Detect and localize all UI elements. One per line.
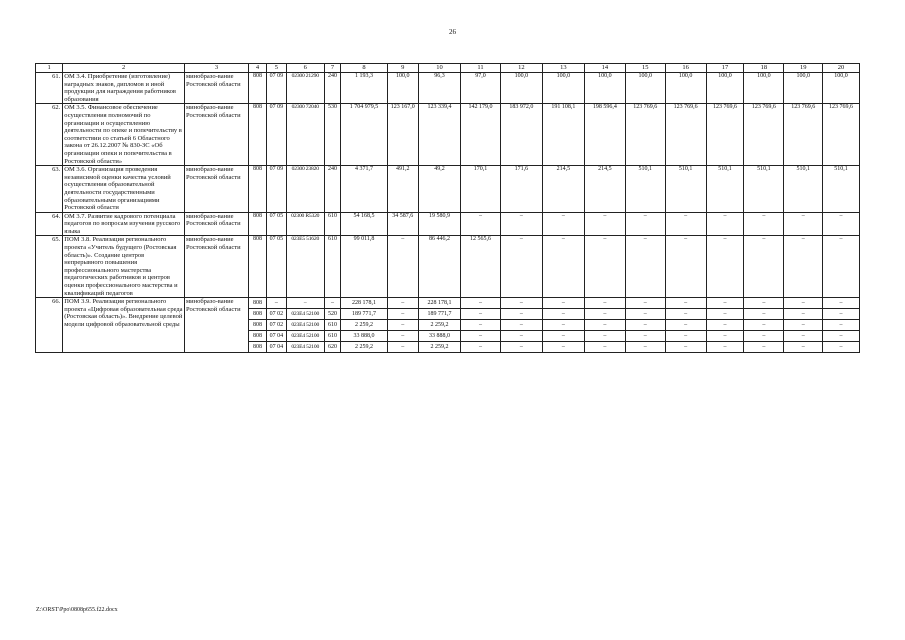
table-cell: 620: [324, 342, 341, 353]
table-cell: –: [784, 320, 823, 331]
table-cell: 99 011,8: [341, 236, 387, 298]
table-cell: 100,0: [706, 73, 744, 104]
column-header: 20: [823, 64, 860, 73]
table-cell: 171,6: [500, 166, 542, 213]
table-cell: 142 179,0: [461, 104, 501, 166]
table-cell: 510,1: [665, 166, 706, 213]
table-cell: 023E4 52100: [286, 320, 324, 331]
table-cell: 228 178,1: [341, 298, 387, 309]
table-cell: 1 193,3: [341, 73, 387, 104]
table-cell: 123 769,6: [625, 104, 665, 166]
table-cell: 240: [324, 73, 341, 104]
table-cell: –: [625, 309, 665, 320]
table-cell: 510,1: [625, 166, 665, 213]
executor-name: минобразо-вание Ростовской области: [185, 212, 249, 236]
table-cell: –: [744, 320, 784, 331]
table-cell: 33 888,0: [341, 331, 387, 342]
table-cell: 808: [249, 320, 267, 331]
table-cell: 100,0: [784, 73, 823, 104]
table-cell: –: [387, 331, 418, 342]
table-cell: 07 02: [266, 320, 286, 331]
table-cell: 02300 21290: [286, 73, 324, 104]
table-cell: –: [500, 331, 542, 342]
table-cell: 2 259,2: [341, 320, 387, 331]
column-header: 3: [185, 64, 249, 73]
table-cell: 02300 72040: [286, 104, 324, 166]
table-cell: 54 168,5: [341, 212, 387, 236]
table-cell: 183 972,0: [500, 104, 542, 166]
column-header: 5: [266, 64, 286, 73]
row-number: 65.: [36, 236, 63, 298]
table-cell: –: [542, 236, 584, 298]
table-cell: –: [286, 298, 324, 309]
table-cell: 808: [249, 331, 267, 342]
table-cell: –: [744, 331, 784, 342]
row-number: 66.: [36, 298, 63, 353]
table-cell: 100,0: [500, 73, 542, 104]
measure-name: ОМ 3.5. Финансовое обеспечение осуществления полномочий по организации и осуществлению деятельности по опеке и попечительству в соответствии со статьей 6 Областного закона от 26.12.2007 № 830-ЗС «Об организации опеки и попечительства в Ростовской области»: [63, 104, 185, 166]
table-cell: 214,5: [584, 166, 625, 213]
table-cell: 510,1: [823, 166, 860, 213]
table-cell: –: [584, 298, 625, 309]
table-cell: 510,1: [784, 166, 823, 213]
table-cell: –: [625, 298, 665, 309]
table-cell: –: [542, 298, 584, 309]
table-cell: –: [584, 236, 625, 298]
table-cell: 100,0: [387, 73, 418, 104]
table-cell: –: [784, 331, 823, 342]
table-cell: 189 771,7: [341, 309, 387, 320]
table-cell: –: [665, 298, 706, 309]
column-header: 10: [419, 64, 461, 73]
table-cell: –: [744, 236, 784, 298]
table-cell: 34 587,6: [387, 212, 418, 236]
header-row: [36, 64, 860, 73]
executor-name: минобразо-вание Ростовской области: [185, 73, 249, 104]
table-cell: 214,5: [542, 166, 584, 213]
table-cell: 123 769,6: [665, 104, 706, 166]
column-header: 1: [36, 64, 63, 73]
table-cell: –: [744, 309, 784, 320]
table-cell: –: [784, 309, 823, 320]
table-cell: 1 704 979,5: [341, 104, 387, 166]
table-cell: –: [461, 331, 501, 342]
table-cell: 240: [324, 166, 341, 213]
table-cell: 123 769,6: [823, 104, 860, 166]
table-cell: 07 05: [266, 212, 286, 236]
table-cell: –: [625, 320, 665, 331]
table-cell: –: [784, 298, 823, 309]
table-cell: –: [542, 342, 584, 353]
file-path-footer: Z:\ORST\Ppo\0808p655.f22.docx: [36, 607, 118, 613]
table-cell: 610: [324, 212, 341, 236]
table-cell: 610: [324, 236, 341, 298]
table-cell: 510,1: [744, 166, 784, 213]
table-cell: –: [706, 212, 744, 236]
table-cell: 023E4 52100: [286, 342, 324, 353]
table-cell: –: [706, 298, 744, 309]
table-cell: –: [823, 342, 860, 353]
table-cell: 198 596,4: [584, 104, 625, 166]
table-cell: 12 565,6: [461, 236, 501, 298]
column-header: 18: [744, 64, 784, 73]
table-cell: 491,2: [387, 166, 418, 213]
table-cell: 49,2: [419, 166, 461, 213]
column-header: 13: [542, 64, 584, 73]
table-cell: –: [706, 320, 744, 331]
measure-name: ОМ 3.6. Организация проведения независимой оценки качества условий осуществления образовательной деятельности государственными образовательными организациями Ростовской области: [63, 166, 185, 213]
table-cell: –: [744, 298, 784, 309]
row-number: 61.: [36, 73, 63, 104]
executor-name: минобразо-вание Ростовской области: [185, 104, 249, 166]
table-cell: –: [500, 309, 542, 320]
table-cell: –: [584, 342, 625, 353]
column-header: 8: [341, 64, 387, 73]
table-cell: –: [784, 236, 823, 298]
page-number: 26: [449, 28, 456, 36]
table-cell: 100,0: [584, 73, 625, 104]
table-cell: –: [387, 236, 418, 298]
table-row: [36, 166, 860, 213]
column-header: 4: [249, 64, 267, 73]
table-cell: –: [542, 309, 584, 320]
table-cell: 520: [324, 309, 341, 320]
table-cell: –: [387, 309, 418, 320]
table-cell: –: [542, 212, 584, 236]
table-cell: –: [665, 212, 706, 236]
column-header: 6: [286, 64, 324, 73]
table-cell: 86 446,2: [419, 236, 461, 298]
row-number: 63.: [36, 166, 63, 213]
table-cell: 170,1: [461, 166, 501, 213]
table-row: [36, 298, 860, 309]
table-row: [36, 212, 860, 236]
table-cell: –: [387, 298, 418, 309]
table-cell: –: [625, 236, 665, 298]
table-cell: –: [387, 342, 418, 353]
table-cell: 228 178,1: [419, 298, 461, 309]
table-cell: 02300 R5320: [286, 212, 324, 236]
table-cell: –: [706, 342, 744, 353]
table-cell: –: [461, 320, 501, 331]
table-row: [36, 73, 860, 104]
table-cell: 808: [249, 166, 267, 213]
table-cell: –: [665, 320, 706, 331]
table-cell: 2 259,2: [419, 342, 461, 353]
column-header: 19: [784, 64, 823, 73]
table-cell: –: [625, 212, 665, 236]
row-number: 62.: [36, 104, 63, 166]
table-cell: 808: [249, 342, 267, 353]
table-cell: 023E4 52100: [286, 331, 324, 342]
table-cell: –: [500, 342, 542, 353]
table-cell: 023E5 51620: [286, 236, 324, 298]
table-cell: 610: [324, 320, 341, 331]
table-cell: 07 09: [266, 166, 286, 213]
table-cell: 100,0: [823, 73, 860, 104]
table-cell: –: [542, 320, 584, 331]
column-header: 2: [63, 64, 185, 73]
table-cell: –: [784, 342, 823, 353]
table-cell: 2 259,2: [419, 320, 461, 331]
table-cell: –: [744, 212, 784, 236]
table-cell: –: [266, 298, 286, 309]
table-cell: –: [823, 320, 860, 331]
table-cell: 100,0: [625, 73, 665, 104]
executor-name: минобразо-вание Ростовской области: [185, 236, 249, 298]
table-cell: 02300 23820: [286, 166, 324, 213]
table-cell: 33 888,0: [419, 331, 461, 342]
measure-name: ОМ 3.4. Приобретение (изготовление) наградных знаков, дипломов и иной продукции для награждения работников образования: [63, 73, 185, 104]
table-cell: –: [706, 309, 744, 320]
table-cell: –: [706, 331, 744, 342]
table-row: [36, 236, 860, 298]
table-cell: –: [461, 342, 501, 353]
table-cell: –: [584, 309, 625, 320]
table-cell: –: [823, 309, 860, 320]
table-cell: 123 769,6: [744, 104, 784, 166]
table-cell: 96,3: [419, 73, 461, 104]
table-cell: –: [500, 320, 542, 331]
table-cell: 191 108,1: [542, 104, 584, 166]
table-cell: 19 580,9: [419, 212, 461, 236]
table-cell: 123 167,0: [387, 104, 418, 166]
table-cell: 100,0: [744, 73, 784, 104]
table-cell: –: [823, 212, 860, 236]
table-cell: 07 04: [266, 342, 286, 353]
table-cell: 610: [324, 331, 341, 342]
table-cell: –: [706, 236, 744, 298]
budget-table: [35, 63, 860, 353]
table-cell: –: [461, 212, 501, 236]
executor-name: минобразо-вание Ростовской области: [185, 166, 249, 213]
column-header: 9: [387, 64, 418, 73]
table-cell: 07 09: [266, 73, 286, 104]
table-cell: –: [500, 212, 542, 236]
table-cell: –: [584, 212, 625, 236]
table-cell: –: [387, 320, 418, 331]
table-cell: 07 09: [266, 104, 286, 166]
column-header: 16: [665, 64, 706, 73]
table-cell: 07 04: [266, 331, 286, 342]
table-cell: 808: [249, 309, 267, 320]
column-header: 11: [461, 64, 501, 73]
table-cell: –: [461, 298, 501, 309]
table-cell: –: [665, 331, 706, 342]
table-cell: –: [744, 342, 784, 353]
table-cell: –: [665, 236, 706, 298]
column-header: 17: [706, 64, 744, 73]
executor-name: минобразо-вание Ростовской области: [185, 298, 249, 353]
measure-name: ОМ 3.7. Развитие кадрового потенциала педагогов по вопросам изучения русского языка: [63, 212, 185, 236]
table-cell: 123 769,6: [784, 104, 823, 166]
table-cell: –: [625, 331, 665, 342]
table-cell: –: [584, 331, 625, 342]
table-cell: 808: [249, 212, 267, 236]
row-number: 64.: [36, 212, 63, 236]
table-cell: –: [784, 212, 823, 236]
table-cell: –: [461, 309, 501, 320]
table-cell: 510,1: [706, 166, 744, 213]
table-cell: –: [324, 298, 341, 309]
table-cell: 808: [249, 73, 267, 104]
column-header: 15: [625, 64, 665, 73]
table-cell: 07 05: [266, 236, 286, 298]
table-cell: –: [665, 342, 706, 353]
table-cell: 100,0: [665, 73, 706, 104]
table-cell: –: [542, 331, 584, 342]
table-cell: –: [823, 331, 860, 342]
table-cell: 808: [249, 236, 267, 298]
table-cell: –: [584, 320, 625, 331]
measure-name: ПОМ 3.9. Реализация регионального проекта «Цифровая образовательная среда (Ростовская область)». Внедрение целевой модели цифровой образовательной среды: [63, 298, 185, 353]
table-body: [36, 73, 860, 353]
table-cell: –: [625, 342, 665, 353]
table-cell: –: [665, 309, 706, 320]
column-header: 12: [500, 64, 542, 73]
table-cell: 123 339,4: [419, 104, 461, 166]
table-cell: –: [823, 236, 860, 298]
table-cell: 07 02: [266, 309, 286, 320]
table-cell: 023E4 52100: [286, 309, 324, 320]
table-cell: 189 771,7: [419, 309, 461, 320]
column-header: 7: [324, 64, 341, 73]
table-cell: –: [500, 298, 542, 309]
table-cell: 530: [324, 104, 341, 166]
table-cell: 100,0: [542, 73, 584, 104]
table-cell: 97,0: [461, 73, 501, 104]
table-cell: –: [823, 298, 860, 309]
table-cell: 808: [249, 104, 267, 166]
table-cell: 4 371,7: [341, 166, 387, 213]
table-cell: –: [500, 236, 542, 298]
table-row: [36, 104, 860, 166]
column-header: 14: [584, 64, 625, 73]
table-cell: 123 769,6: [706, 104, 744, 166]
table-cell: 2 259,2: [341, 342, 387, 353]
measure-name: ПОМ 3.8. Реализация регионального проекта «Учитель будущего (Ростовская область)». Создание центров непрерывного повышения профессионального мастерства педагогических работников и центров оценки профессионального мастерства и квалификаций педагогов: [63, 236, 185, 298]
table-cell: 808: [249, 298, 267, 309]
